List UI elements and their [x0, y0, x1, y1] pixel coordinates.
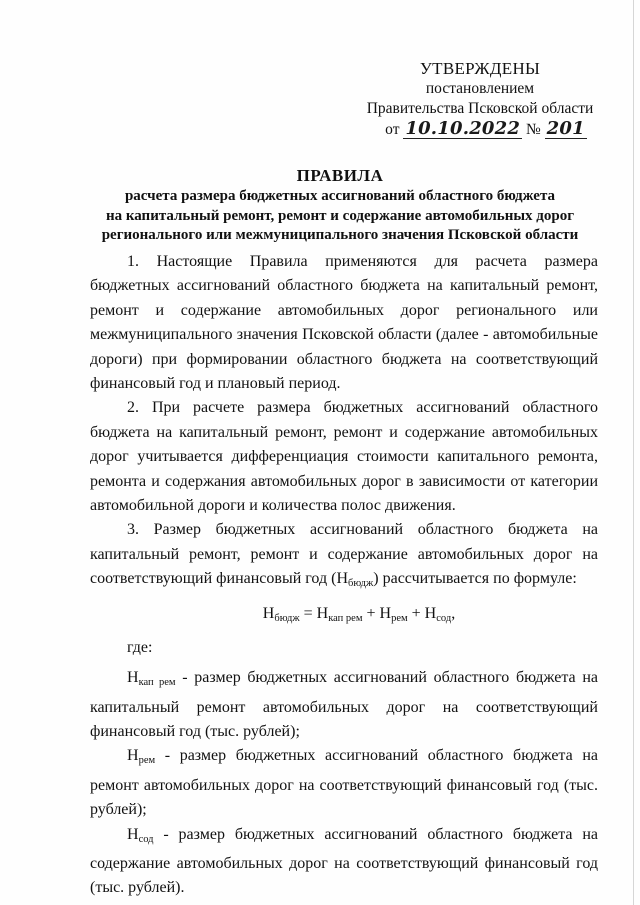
title-line-2: на капитальный ремонт, ремонт и содержание автомобильных дорог	[105, 207, 575, 224]
budget-formula	[90, 600, 598, 633]
document-body	[90, 250, 598, 901]
symbol-letter: Н	[336, 570, 348, 588]
date-prefix: от	[385, 121, 400, 138]
document-title-block	[60, 165, 620, 246]
formula-plus: +	[407, 604, 425, 622]
definition-letter: Н	[127, 669, 139, 687]
approval-by: постановлением	[425, 80, 535, 97]
paragraph-3	[90, 518, 598, 596]
handwritten-date: 10.10.2022	[405, 118, 521, 139]
formula-letter: Н	[424, 604, 437, 622]
approval-heading: УТВЕРЖДЕНЫ	[419, 59, 541, 78]
document-title: ПРАВИЛА	[296, 166, 384, 185]
paragraph-3-start: 3. Размер бюджетных ассигнований областного бюджета на капитальный ремонт, ремонт и содержание автомобильных дорог на соответствующий финансовый год (	[90, 521, 598, 588]
definition-subscript: кап рем	[138, 677, 176, 689]
formula-equals: =	[299, 604, 317, 622]
formula-letter: Н	[262, 604, 275, 622]
symbol-subscript: бюдж	[348, 578, 374, 590]
formula-subscript: кап рем	[328, 612, 363, 624]
approval-block	[360, 58, 600, 141]
approval-date-line	[372, 119, 600, 141]
symbol-h-budget	[336, 570, 374, 590]
paragraph-1: 1. Настоящие Правила применяются для расчета размера бюджетных ассигнований областного бюджета на капитальный ремонт, ремонт и содержание автомобильных дорог регионального или межмуниципального значения Псковской области (далее - автомобильные дороги) при формировании областного бюджета на соответствующий финансовый год и плановый период.	[90, 253, 598, 393]
title-line-1: расчета размера бюджетных ассигнований областного бюджета	[124, 188, 556, 204]
handwritten-number: 201	[546, 118, 585, 139]
number-sign: №	[525, 121, 541, 138]
paragraph-2: 2. При расчете размера бюджетных ассигнований областного бюджета на капитальный ремонт, ремонт и содержание автомобильных дорог учитывается дифференциация стоимости капитального ремонта, ремонта и содержания автомобильных дорог в зависимости от категории автомобильной дороги и количества полос движения.	[90, 399, 598, 515]
formula-plus: +	[362, 604, 380, 622]
definition-subscript: рем	[138, 755, 156, 767]
paragraph-3-end: ) рассчитывается по формуле:	[373, 570, 577, 588]
definition-repair	[90, 744, 598, 822]
formula-letter: Н	[379, 604, 392, 622]
definition-letter: Н	[127, 825, 139, 843]
formula-comma: ,	[451, 604, 456, 622]
definition-text: - размер бюджетных ассигнований областного бюджета на капитальный ремонт автомобильных дорог на соответствующий финансовый год (тыс. рублей);	[90, 669, 599, 740]
definition-subscript: сод	[138, 833, 154, 845]
definition-maintenance	[90, 823, 598, 901]
definition-letter: Н	[127, 747, 139, 765]
approval-government: Правительства Псковской области	[366, 100, 594, 117]
definition-text: - размер бюджетных ассигнований областного бюджета на ремонт автомобильных дорог на соответствующий финансовый год (тыс. рублей);	[90, 747, 598, 819]
definition-cap-repair	[90, 666, 598, 744]
formula-letter: Н	[316, 604, 329, 622]
formula-subscript: рем	[391, 612, 408, 624]
title-line-3: регионального или межмуниципального значения Псковской области	[101, 227, 579, 243]
definition-text: - размер бюджетных ассигнований областного бюджета на содержание автомобильных дорог на соответствующий финансовый год (тыс. рублей).	[90, 825, 598, 897]
formula-subscript: сод	[436, 612, 452, 624]
scan-edge-line	[633, 0, 634, 905]
where-label: где:	[127, 638, 153, 656]
formula-subscript: бюдж	[274, 612, 300, 624]
